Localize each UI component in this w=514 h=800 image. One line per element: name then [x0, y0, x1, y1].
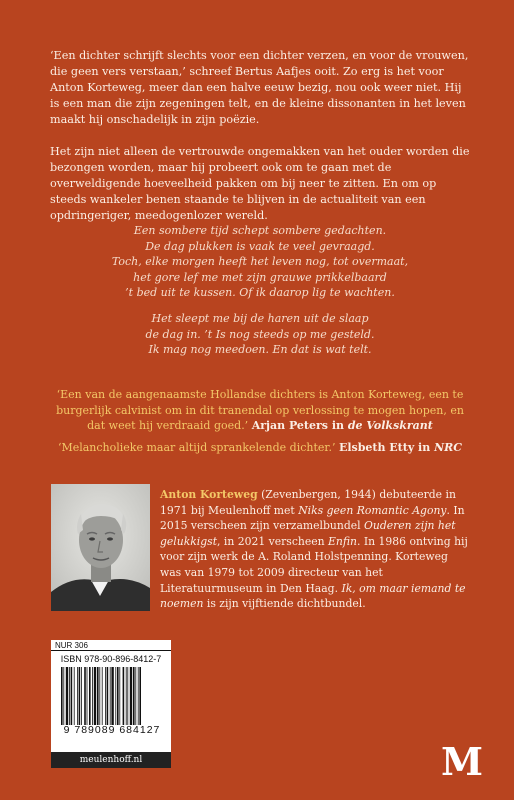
blurb-intro [50, 48, 470, 240]
publisher-website: meulenhoff.nl [51, 752, 171, 768]
barcode-bar [102, 667, 103, 725]
poem-stanza-2 [50, 311, 470, 358]
barcode-bar [94, 667, 96, 725]
nur-code: NUR 306 [51, 640, 171, 651]
barcode-bar [130, 667, 132, 725]
bio-text: . In 2015 verscheen zijn verzamelbundel [160, 503, 465, 533]
barcode-bar [127, 667, 128, 725]
barcode-bar [81, 667, 82, 725]
bio-text: , in 2021 verscheen [217, 534, 329, 548]
quote-author: Elsbeth Etty in [338, 441, 431, 454]
author-photo [51, 484, 150, 611]
poem-stanza-1 [50, 223, 470, 301]
barcode-bar [63, 667, 64, 725]
barcode-bar [119, 667, 120, 725]
barcode-digits: 9 789089 684127 [63, 724, 161, 736]
author-bio [160, 487, 468, 612]
barcode-bar [92, 667, 93, 725]
book-title: Niks geen Romantic Agony [298, 503, 447, 517]
quote-source [339, 441, 462, 454]
barcode-bar [110, 667, 111, 725]
barcode-bar [107, 667, 109, 725]
barcode-bar [105, 667, 106, 725]
poem-line: Een sombere tijd schept sombere gedachten. [133, 224, 387, 237]
barcode-bar [84, 667, 86, 725]
barcode-bar [117, 667, 119, 725]
barcode-bar [89, 667, 91, 725]
review-quote-1 [50, 387, 470, 434]
barcode-bar [123, 667, 125, 725]
book-title: Ik, om maar iemand te noemen [160, 581, 466, 611]
barcode-bar [61, 667, 63, 725]
barcode-bar [99, 667, 100, 725]
barcode-bar [133, 667, 135, 725]
bio-text: (Zevenbergen, 1944) debuteerde in 1971 bij Meulenhoff met [160, 488, 456, 517]
poem-line: de dag in. ’t Is nog steeds op me gesteld. [145, 327, 375, 341]
barcode-bar [79, 667, 81, 725]
review-quote-2 [50, 440, 470, 456]
barcode-bar [77, 667, 78, 725]
barcode-bar [115, 667, 116, 725]
barcode-bar [135, 667, 136, 725]
book-title: Enfin [328, 534, 358, 548]
barcode-bar [69, 667, 70, 725]
barcode-bars [61, 667, 165, 725]
quote-outlet: de Volkskrant [347, 419, 433, 433]
barcode-bar [138, 667, 139, 725]
quote-text: ‘Melancholieke maar altijd sprankelende dichter.’ [57, 441, 336, 454]
quote-outlet: NRC [434, 441, 463, 454]
isbn-barcode [51, 640, 171, 768]
isbn-number: ISBN 978-90-896-8412-7 [60, 654, 162, 664]
book-title: Ouderen zijn het gelukkigst [160, 519, 456, 548]
barcode-bar [139, 667, 141, 725]
quote-source [252, 419, 433, 432]
blurb-paragraph-1: ‘Een dichter schrijft slechts voor een dichter verzen, en voor de vrouwen, die geen vers verstaan,’ schreef Bertus Aafjes ooit. Zo erg is het voor Anton Korteweg, meer dan een halve eeuw bezig, nou ook weer niet. Hij is een man die zijn zegeningen telt, en de kleine dissonanten in het leven maakt hij onschadelijk in zijn poëzie. [50, 49, 469, 126]
poem-line: Ik mag nog meedoen. En dat is wat telt. [148, 343, 372, 357]
quote-text: ‘Een van de aangenaamste Hollandse dichters is Anton Korteweg, een te burgerlijk calvinist om in dit tranendal op verlossing te mogen hopen, en dat weet hij verdraaid goed.’ [56, 388, 464, 433]
blurb-paragraph-2: Het zijn niet alleen de vertrouwde ongemakken van het ouder worden die bezongen worden, maar hij probeert ook om te gaan met de overweldigende hoeveelheid pakken om bij neer te zitten. En om op steeds wankeler benen staande te blijven in de actualiteit van een opdringeriger, meedogenlozer wereld. [50, 145, 470, 222]
barcode-bar [87, 667, 88, 725]
barcode-bar [74, 667, 75, 725]
barcode-bar [126, 667, 127, 725]
poem-line: De dag plukken is vaak te veel gevraagd. [145, 239, 375, 253]
barcode-bar [97, 667, 99, 725]
barcode-bar [66, 667, 68, 725]
poem-line: ’t bed uit te kussen. Of ik daarop lig te wachten. [125, 286, 395, 300]
barcode-bar [111, 667, 113, 725]
bio-text: is zijn vijftiende dichtbundel. [203, 597, 366, 611]
bio-text: . In 1986 ontving hij voor zijn werk de A. Roland Holstpenning. Korteweg was van 1979 tot 2009 directeur van het Literatuurmuseum in Den Haag. [160, 534, 468, 595]
quote-author: Arjan Peters in [251, 419, 345, 433]
poem-line: Het sleept me bij de haren uit de slaap [151, 312, 369, 325]
author-name: Anton Korteweg [160, 488, 258, 501]
publisher-logo: M [441, 739, 484, 784]
poem-line: het gore lef me met zijn grauwe prikkelbaard [133, 270, 387, 284]
poem-line: Toch, elke morgen heeft het leven nog, tot overmaat, [111, 255, 409, 269]
barcode-bar [71, 667, 73, 725]
